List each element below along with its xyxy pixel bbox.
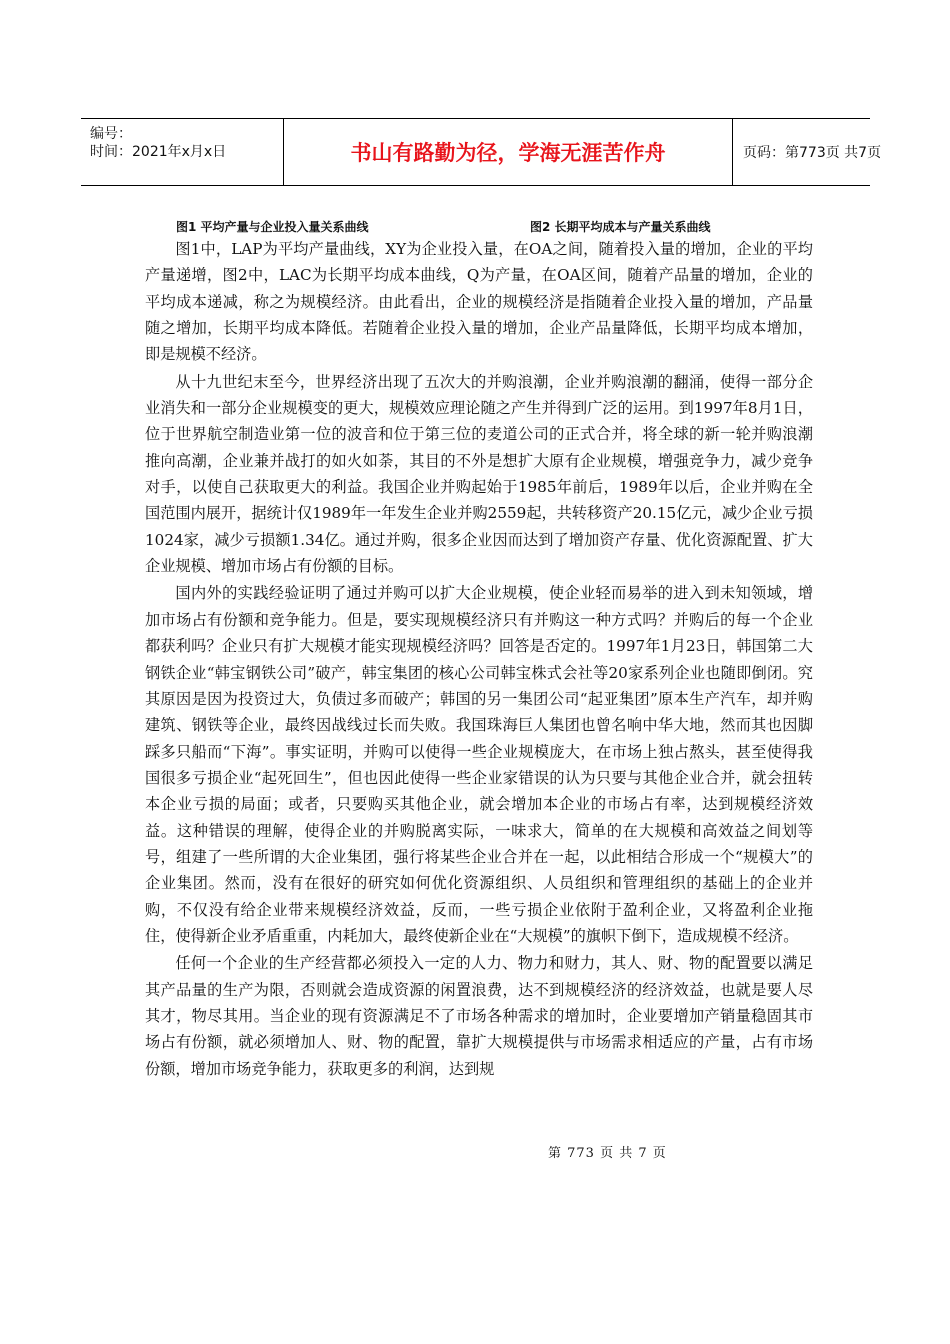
figure-2-caption: 图2 长期平均成本与产量关系曲线: [530, 220, 711, 234]
header-motto-cell: [283, 119, 733, 185]
figure-captions: [0, 218, 950, 238]
header-right-cell: [733, 119, 882, 185]
header-table: [81, 118, 882, 186]
document-time-label: 时间：2021年x月x日: [90, 144, 227, 160]
paragraph-2: 从十九世纪末至今，世界经济出现了五次大的并购浪潮，企业并购浪潮的翻涌，使得一部分企业消失和一部分企业规模变的更大，规模效应理论随之产生并得到广泛的运用。到1997年8月1日，位于世界航空制造业第一位的波音和位于第三位的麦道公司的正式合并，将全球的新一轮并购浪潮推向高潮，企业兼并战打的如火如荼，其目的不外是想扩大原有企业规模，增强竞争力，减少竞争对手，以使自己获取更大的利益。我国企业并购起始于1985年前后，1989年以后，企业并购在全国范围内展开，据统计仅1989年一年发生企业并购2559起，共转移资产20.15亿元，减少企业亏损1024家，减少亏损额1.34亿。通过并购，很多企业因而达到了增加资产存量、优化资源配置、扩大企业规模、增加市场占有份额的目标。: [145, 372, 813, 576]
figure-1-caption: 图1 平均产量与企业投入量关系曲线: [176, 220, 369, 234]
header-left-cell: [81, 119, 283, 185]
document-body: [145, 236, 813, 1082]
paragraph-1: 图1中，LAP为平均产量曲线，XY为企业投入量，在OA之间，随着投入量的增加，企业的平均产量递增，图2中，LAC为长期平均成本曲线，Q为产量，在OA区间，随着产品量的增加，企业的平均成本递减，称之为规模经济。由此看出，企业的规模经济是指随着企业投入量的增加，产品量随之增加，长期平均成本降低。若随着企业投入量的增加，企业产品量降低，长期平均成本增加，即是规模不经济。: [145, 240, 813, 364]
page-code: 页码：第773页 共7页: [743, 145, 882, 161]
document-number-label: 编号：: [90, 126, 132, 142]
motto-text: 书山有路勤为径，学海无涯苦作舟: [350, 141, 666, 165]
paragraph-3: 国内外的实践经验证明了通过并购可以扩大企业规模，使企业轻而易举的进入到未知领域，增加市场占有份额和竞争能力。但是，要实现规模经济只有并购这一种方式吗？并购后的每一个企业都获利吗？企业只有扩大规模才能实现规模经济吗？回答是否定的。1997年1月23日，韩国第二大钢铁企业“韩宝钢铁公司”破产，韩宝集团的核心公司韩宝株式会社等20家系列企业也随即倒闭。究其原因是因为投资过大，负债过多而破产；韩国的另一集团公司“起亚集团”原本生产汽车，却并购建筑、钢铁等企业，最终因战线过长而失败。我国珠海巨人集团也曾名响中华大地，然而其也因脚踩多只船而“下海”。事实证明，并购可以使得一些企业规模庞大，在市场上独占熬头，甚至使得我国很多亏损企业“起死回生”，但也因此使得一些企业家错误的认为只要与其他企业合并，就会扭转本企业亏损的局面；或者，只要购买其他企业，就会增加本企业的市场占有率，达到规模经济效益。这种错误的理解，使得企业的并购脱离实际，一味求大，简单的在大规模和高效益之间划等号，组建了一些所谓的大企业集团，强行将某些企业合并在一起，以此相结合形成一个“规模大”的企业集团。然而，没有在很好的研究如何优化资源组织、人员组织和管理组织的基础上的企业并购，不仅没有给企业带来规模经济效益，反而，一些亏损企业依附于盈利企业，又将盈利企业拖住，使得新企业矛盾重重，内耗加大，最终使新企业在“大规模”的旗帜下倒下，造成规模不经济。: [145, 584, 813, 945]
footer-page-number: 第 773 页 共 7 页: [548, 1146, 667, 1161]
paragraph-4: 任何一个企业的生产经营都必须投入一定的人力、物力和财力，其人、财、物的配置要以满足其产品量的生产为限，否则就会造成资源的闲置浪费，达不到规模经济的经济效益，也就是要人尽其才，物尽其用。当企业的现有资源满足不了市场各种需求的增加时，企业要增加产销量稳固其市场占有份额，就必须增加人、财、物的配置，靠扩大规模提供与市场需求相适应的产量，占有市场份额，增加市场竞争能力，获取更多的利润，达到规: [145, 954, 813, 1078]
